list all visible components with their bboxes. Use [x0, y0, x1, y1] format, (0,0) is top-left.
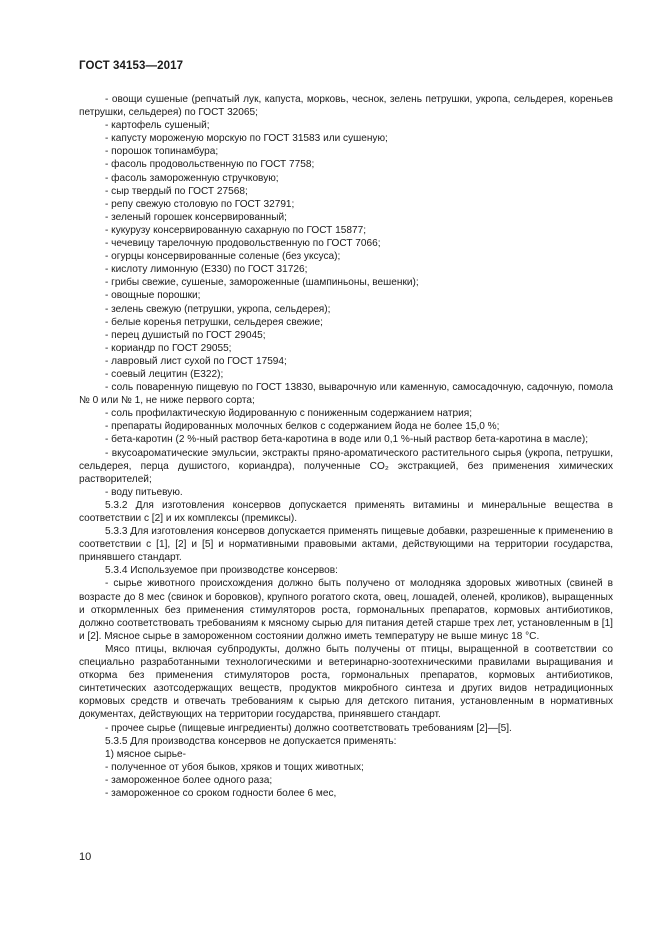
paragraph: - прочее сырье (пищевые ингредиенты) должно соответствовать требованиям [2]—[5].: [105, 722, 512, 734]
paragraph: - чечевицу тарелочную продовольственную по ГОСТ 7066;: [105, 238, 381, 250]
paragraph: - соевый лецитин (Е322);: [105, 368, 224, 380]
paragraph: - кориандр по ГОСТ 29055;: [105, 342, 232, 354]
standard-header: ГОСТ 34153—2017: [79, 60, 184, 72]
paragraph: 5.3.2 Для изготовления консервов допускается применять витамины и минеральные вещества в соответствии с [2] и их комплексы (премиксы).: [79, 499, 613, 524]
paragraph: - зелень свежую (петрушки, укропа, сельдерея);: [105, 303, 331, 315]
paragraph: - сырье животного происхождения должно быть получено от молодняка здоровых животных (свиней в возрасте до 8 мес (свинок и боровков), крупного рогатого скота, овец, лошадей, оленей, кроликов), выращенных и откормленных без применения стимуляторов роста, гормональных препаратов, кормовых антибиотиков, должно соответствовать требованиям к мясному сырью для питания детей старше трех лет, установленным в [1] и [2]. Мясное сырье в замороженном состоянии должно иметь температуру не выше минус 18 °С.: [79, 578, 613, 642]
paragraph: - препараты йодированных молочных белков с содержанием йода не более 15,0 %;: [105, 421, 500, 433]
paragraph: - кислоту лимонную (Е330) по ГОСТ 31726;: [105, 264, 308, 276]
paragraph: 1) мясное сырье-: [105, 748, 186, 760]
page-number: 10: [79, 851, 92, 863]
paragraph: 5.3.3 Для изготовления консервов допускается применять пищевые добавки, разрешенные к применению в соответствии с [1], [2] и [5] и нормативными правовыми актами, действующими на территории государства, принявшего стандарт.: [79, 526, 613, 564]
paragraph: Мясо птицы, включая субпродукты, должно быть получены от птицы, выращенной в соответствии со специально разработанными технологическими и ветеринарно-зоотехническими правилами выращивания и откорма без применения стимуляторов роста, гормональных препаратов, кормовых антибиотиков, синтетических азотсодержащих веществ, продуктов микробного синтеза и других видов нетрадиционных кормовых средств и отвечать требованиям к сырью для детского питания, установленным в нормативных документах, действующих на территории государства, принявшего стандарт.: [79, 643, 613, 721]
paragraph: - замороженное более одного раза;: [105, 774, 273, 786]
paragraph: - кукурузу консервированную сахарную по ГОСТ 15877;: [105, 224, 367, 236]
paragraph: - воду питьевую.: [105, 486, 183, 498]
paragraph: - полученное от убоя быков, хряков и тощих животных;: [105, 761, 364, 773]
paragraph: - вкусоароматические эмульсии, экстракты пряно-ароматического растительного сырья (укропа, петрушки, сельдерея, перца душистого, кориандра), полученные CO₂ экстракцией, без применения химических растворителей;: [79, 447, 613, 485]
paragraph: - грибы свежие, сушеные, замороженные (шампиньоны, вешенки);: [105, 277, 419, 289]
paragraph: - фасоль замороженную стручковую;: [105, 172, 279, 184]
paragraph: - лавровый лист сухой по ГОСТ 17594;: [105, 355, 287, 367]
paragraph: - замороженное со сроком годности более 6 мес,: [105, 787, 337, 799]
document-body: [79, 93, 613, 800]
paragraph: 5.3.4 Используемое при производстве консервов:: [105, 565, 338, 577]
paragraph: - картофель сушеный;: [105, 120, 210, 132]
paragraph: - соль поваренную пищевую по ГОСТ 13830, выварочную или каменную, самосадочную, садочную, помола № 0 или № 1, не ниже первого сорта;: [79, 382, 613, 407]
paragraph: - огурцы консервированные соленые (без уксуса);: [105, 251, 341, 263]
paragraph: - порошок топинамбура;: [105, 146, 219, 158]
paragraph: - капусту мороженую морскую по ГОСТ 31583 или сушеную;: [105, 133, 388, 145]
paragraph: - фасоль продовольственную по ГОСТ 7758;: [105, 159, 315, 171]
paragraph: 5.3.5 Для производства консервов не допускается применять:: [105, 735, 397, 747]
paragraph: - соль профилактическую йодированную с пониженным содержанием натрия;: [105, 408, 473, 420]
paragraph: - бета-каротин (2 %-ный раствор бета-каротина в воде или 0,1 %-ный раствор бета-каротина в масле);: [105, 434, 589, 446]
paragraph: - зеленый горошек консервированный;: [105, 211, 287, 223]
paragraph: - овощи сушеные (репчатый лук, капуста, морковь, чеснок, зелень петрушки, укропа, сельдерея, кореньев петрушки, сельдерея) по ГОСТ 32065;: [79, 94, 613, 119]
paragraph: - овощные порошки;: [105, 290, 201, 302]
paragraph: - репу свежую столовую по ГОСТ 32791;: [105, 198, 295, 210]
paragraph: - белые коренья петрушки, сельдерея свежие;: [105, 316, 323, 328]
paragraph: - сыр твердый по ГОСТ 27568;: [105, 185, 248, 197]
paragraph: - перец душистый по ГОСТ 29045;: [105, 329, 266, 341]
